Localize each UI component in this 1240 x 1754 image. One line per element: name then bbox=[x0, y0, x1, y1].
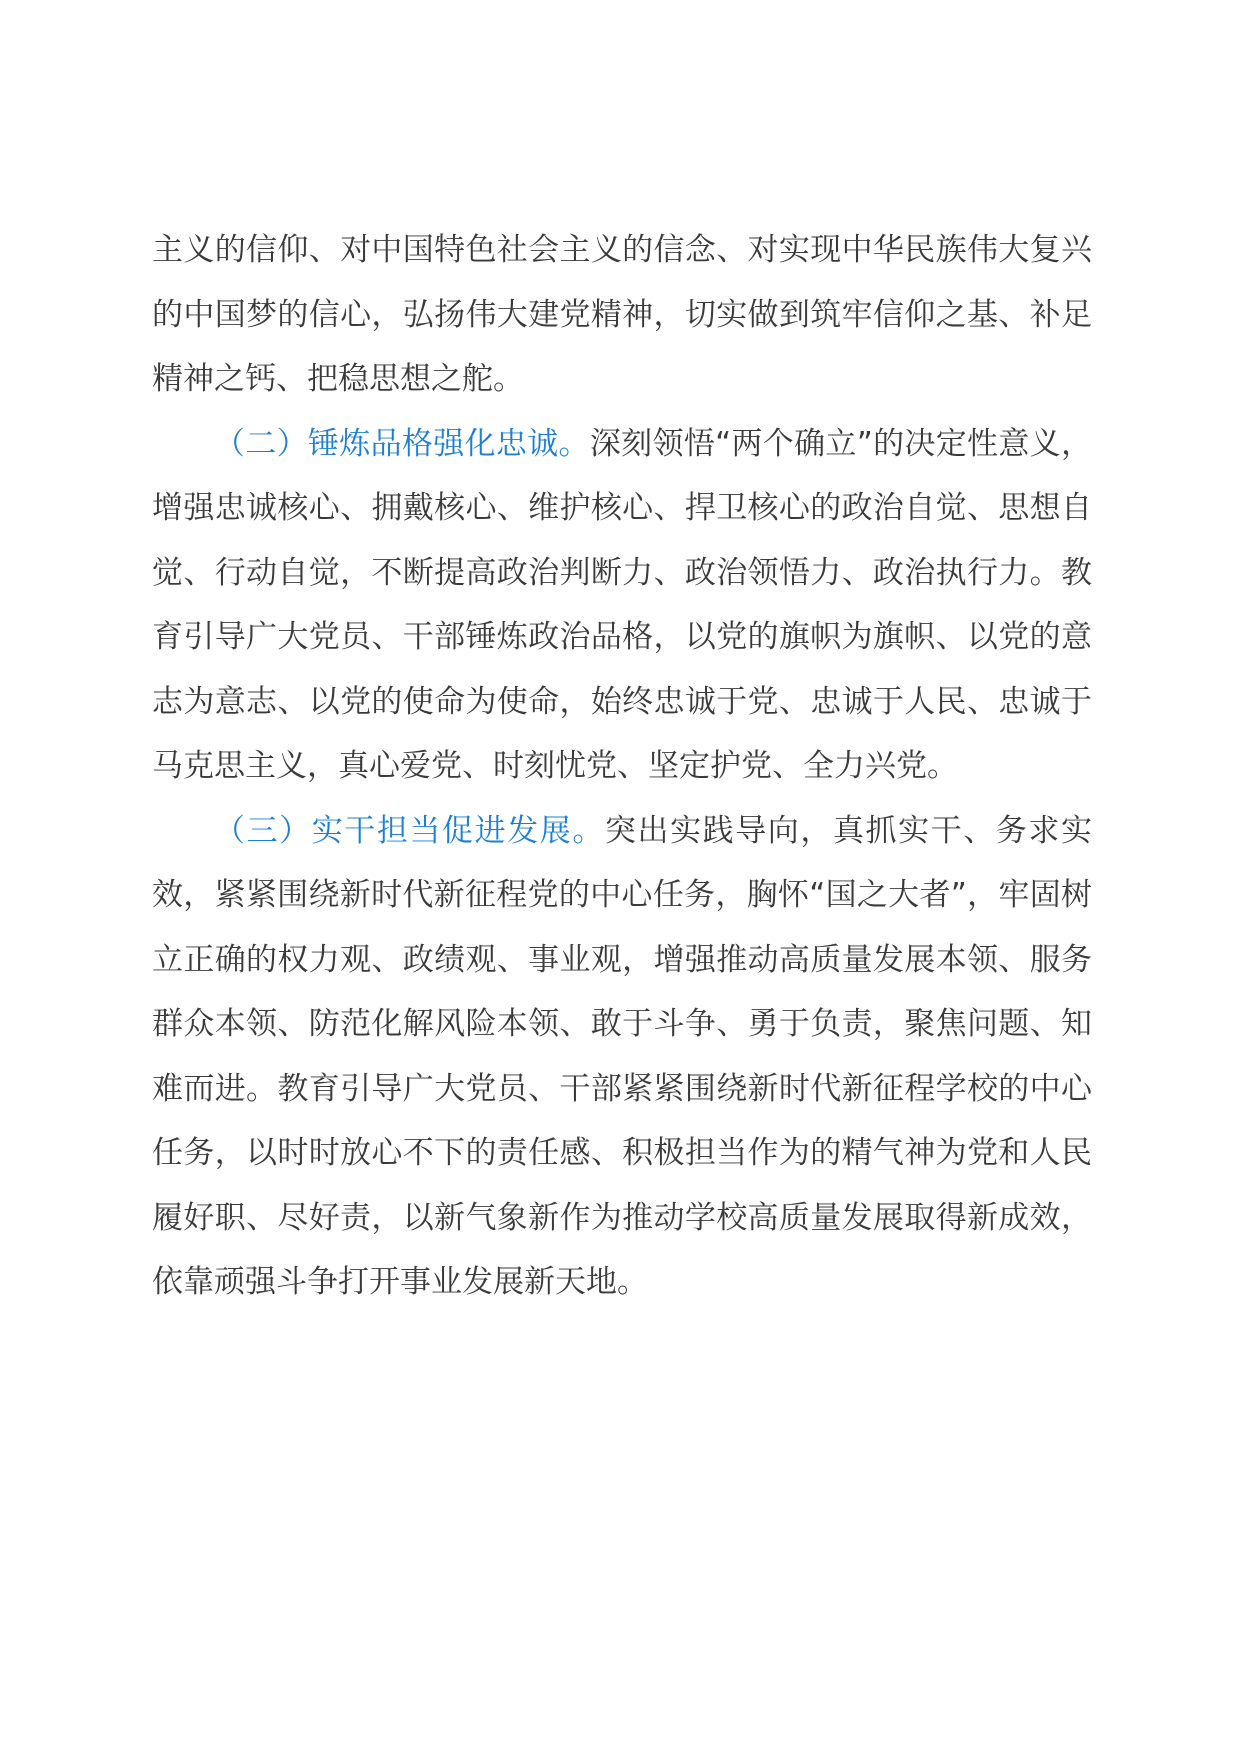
paragraph-text: 主义的信仰、对中国特色社会主义的信念、对实现中华民族伟大复兴的中国梦的信心，弘扬伟大建党精神，切实做到筑牢信仰之基、补足精神之钙、把稳思想之舵。 bbox=[152, 232, 1092, 397]
section-heading: （三）实干担当促进发展。 bbox=[214, 812, 605, 849]
paragraph-text: 突出实践导向，真抓实干、务求实效，紧紧围绕新时代新征程党的中心任务，胸怀“国之大者”，牢固树立正确的权力观、政绩观、事业观，增强推动高质量发展本领、服务群众本领、防范化解风险本领、敢于斗争、勇于负责，聚焦问题、知难而进。教育引导广大党员、干部紧紧围绕新时代新征程学校的中心任务，以时时放心不下的责任感、积极担当作为的精气神为党和人民履好职、尽好责，以新气象新作为推动学校高质量发展取得新成效，依靠顽强斗争打开事业发展新天地。 bbox=[152, 812, 1092, 1300]
paragraph-section-two bbox=[152, 412, 1092, 799]
paragraph-continuation bbox=[152, 218, 1092, 412]
paragraph-text: 深刻领悟“两个确立”的决定性意义，增强忠诚核心、拥戴核心、维护核心、捍卫核心的政治自觉、思想自觉、行动自觉，不断提高政治判断力、政治领悟力、政治执行力。教育引导广大党员、干部锤炼政治品格，以党的旗帜为旗帜、以党的意志为意志、以党的使命为使命，始终忠诚于党、忠诚于人民、忠诚于马克思主义，真心爱党、时刻忧党、坚定护党、全力兴党。 bbox=[152, 425, 1093, 784]
paragraph-section-three bbox=[152, 799, 1092, 1315]
document-body bbox=[152, 218, 1092, 1315]
section-heading: （二）锤炼品格强化忠诚。 bbox=[214, 425, 590, 462]
